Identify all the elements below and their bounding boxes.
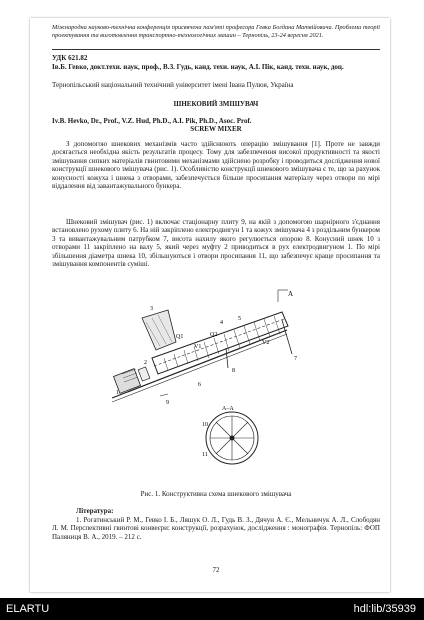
references-heading: Література: xyxy=(76,507,114,515)
label-2: 2 xyxy=(144,360,147,366)
screw-mixer-figure xyxy=(102,288,302,474)
repository-footer xyxy=(0,598,424,620)
label-7: 7 xyxy=(294,356,297,362)
label-q1: Q1 xyxy=(176,334,184,340)
label-v1: V1 xyxy=(194,344,202,350)
label-8: 8 xyxy=(232,368,235,374)
outlet-pipe-7 xyxy=(282,320,292,354)
title-ua: ШНЕКОВИЙ ЗМІШУВАЧ xyxy=(173,100,259,108)
repository-name: ELARTU xyxy=(6,603,50,615)
authors-ua: Ів.Б. Гевко, докт.техн. наук, проф., В.З. Гудь, канд. техн. наук, А.І. Пік, канд. техн. наук, доц. xyxy=(52,63,344,71)
label-3: 3 xyxy=(150,306,153,312)
affiliation: Тернопільський національний технічний університет імені Івана Пулюя, Україна xyxy=(52,81,294,89)
document-page xyxy=(30,18,390,592)
label-5: 5 xyxy=(238,316,241,322)
header-rule xyxy=(52,49,380,50)
label-9: 9 xyxy=(166,400,169,406)
handle-id: hdl:lib/35939 xyxy=(353,603,416,615)
section-aa-label: А–А xyxy=(222,406,234,412)
coupling-2 xyxy=(138,367,150,381)
paragraph-2: Шнековий змішувач (рис. 1) включає стаціонарну плиту 9, на якій з допомогою шарнірного з'єднання встановлено рухому плиту 6. На ній закріплено електродвигун 1 та кожух змішувача 4 з роздільним бункером 3 та вивантажувальним патрубком 7, висота нахилу якого регулюється опорою 8. Конусний шнек 10 з отворами 11 закріплено на валу 5, який через муфту 2 приводиться в рух електродвигуном 1. По мірі збільшення діаметра шнека 10, збільшуються і отвори просипання 11, що забезпечує краще просипання та змішування компонентів суміші. xyxy=(52,218,380,269)
label-11: 11 xyxy=(202,452,208,458)
label-4: 4 xyxy=(220,320,223,326)
label-v2: V2 xyxy=(262,340,270,346)
conference-header: Міжнародна науково-технічна конференція присвячена пам'яті професора Гевка Богдана Матвійовича. Проблеми теорії проектування та виготовлення транспортно-технологічних машин – Тернопіль, 23-24 вересня 2021. xyxy=(52,24,380,39)
support-8 xyxy=(226,348,228,368)
authors-en: Iv.B. Hevko, Dr., Prof., V.Z. Hud, Ph.D., A.I. Pik, Ph.D., Asoc. Prof. xyxy=(52,117,252,125)
udc-code: УДК 621.82 xyxy=(52,54,88,62)
paragraph-1: З допомогою шнекових механізмів часто здійснюють операцію змішування [1]. Проте не завжди досягається необхідна якість результатів процесу. Тому для забезпечення високої продуктивності та якості змішування сипких матеріалів гвинтовими механізмами здійснено розробку і проводиться дослідження нової конструкції шнекового змішувача (рис. 1). Особливістю конструкції шнекового змішувача є те, що за рахунок конусності кожуха і шнека з отворами, забезпечується більше просипання матеріалу через отвори по мірі віддалення від завантажувального бункера. xyxy=(52,140,380,191)
label-q2: Q2 xyxy=(210,332,218,338)
figure-caption: Рис. 1. Конструктивна схема шнекового змішувача xyxy=(140,490,292,498)
title-en: SCREW MIXER xyxy=(190,125,242,133)
label-1: 1 xyxy=(116,390,119,396)
page-number: 72 xyxy=(212,566,220,574)
section-marker-a: А xyxy=(288,290,294,298)
reference-1: 1. Рогатинський Р. М., Гевко І. Б., Ляшук О. Л., Гудь В. З., Дячун А. Є., Мельничук А. Л., Слободян Л. М. Перспективні гвинтові конвеєри: конструкції, розрахунок, дослідження : монографія. Тернопіль: ФОП Паляниця В. А., 2019. – 212 с. xyxy=(52,516,380,541)
label-6: 6 xyxy=(198,382,201,388)
label-10: 10 xyxy=(202,422,208,428)
